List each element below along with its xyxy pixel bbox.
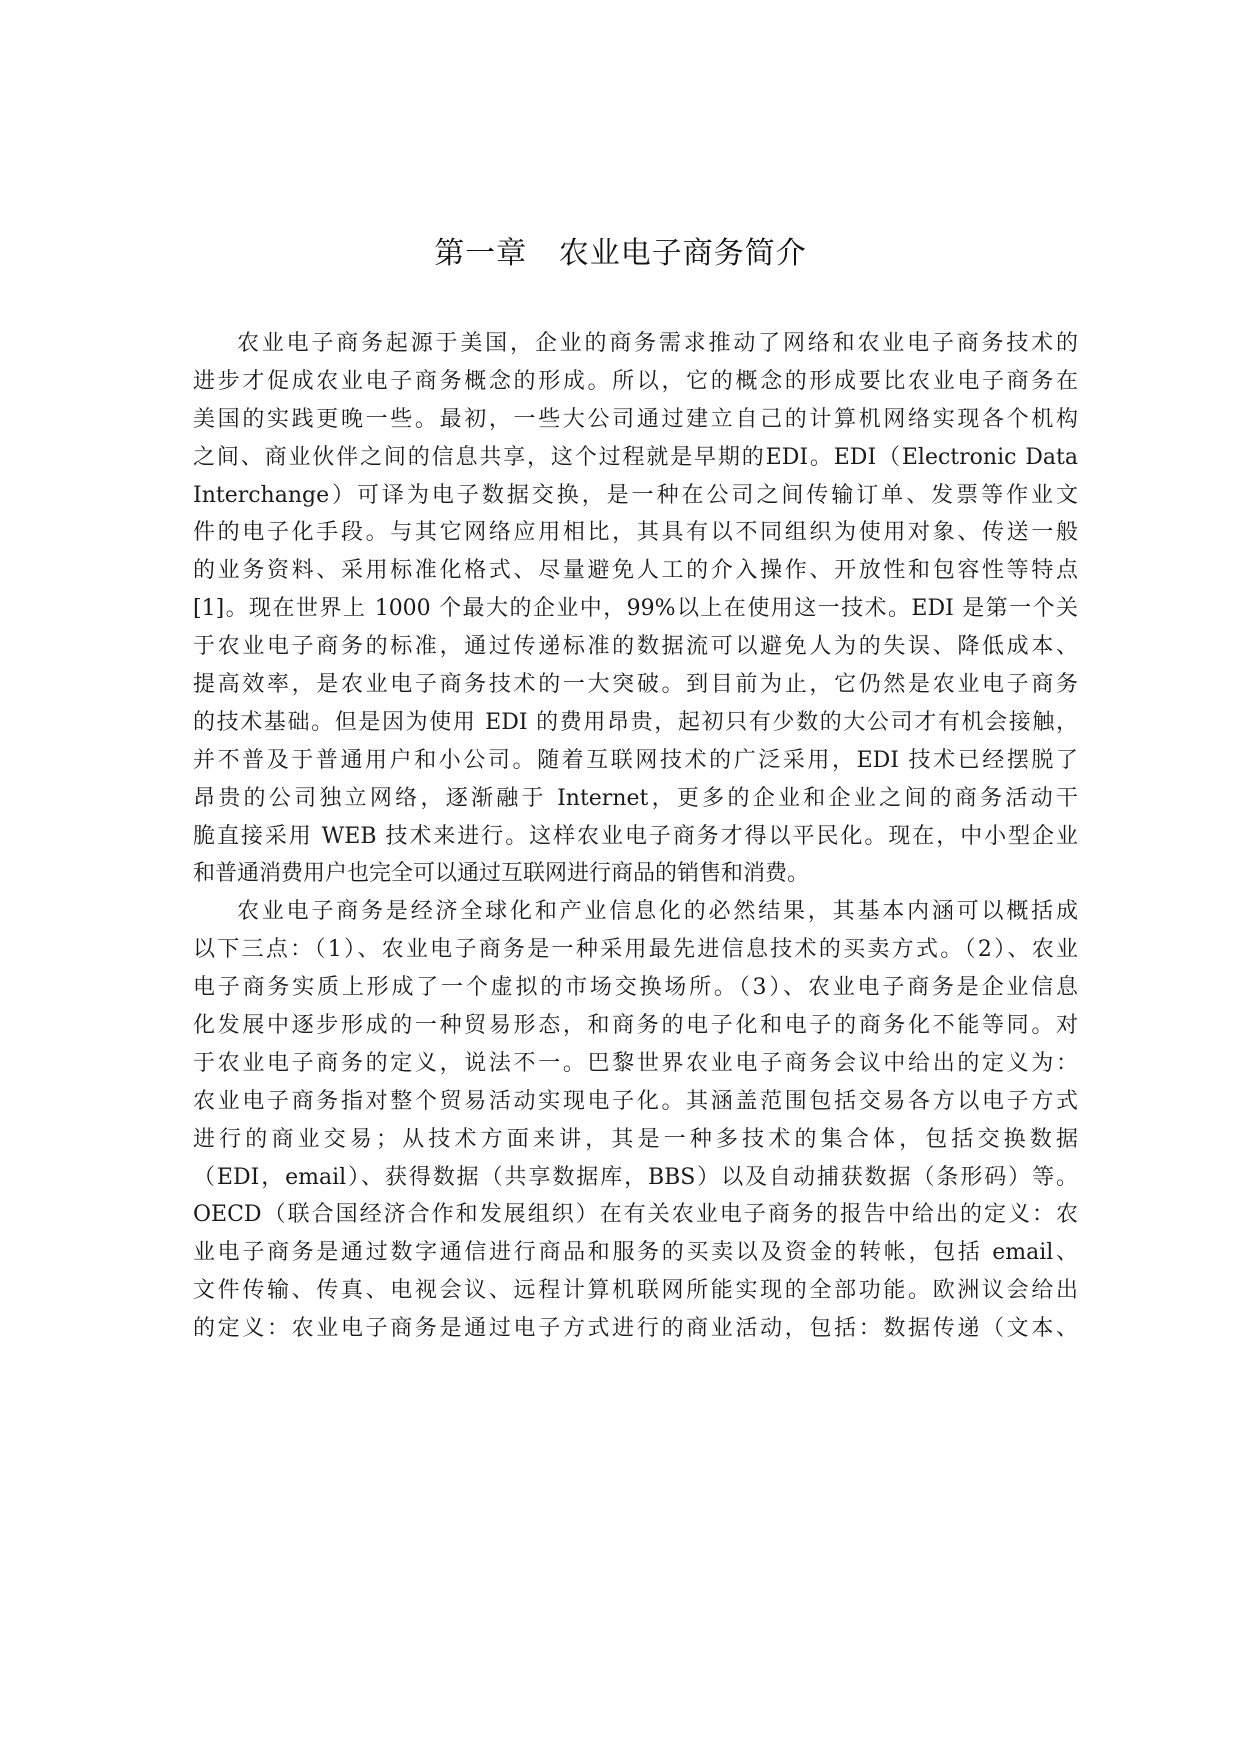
text-line: 电子商务实质上形成了一个虚拟的市场交换场所。（3）、农业电子商务是企业信息 [193, 975, 1078, 1001]
text-line: 文件传输、传真、电视会议、远程计算机联网所能实现的全部功能。欧洲议会给出 [193, 1278, 1078, 1304]
paragraph-2 [193, 893, 1078, 1348]
chapter-title: 第一章 农业电子商务简介 [434, 236, 807, 271]
text-line: 于农业电子商务的标准，通过传递标准的数据流可以避免人为的失误、降低成本、 [193, 634, 1078, 660]
text-line: 美国的实践更晚一些。最初，一些大公司通过建立自己的计算机网络实现各个机构 [193, 406, 1078, 432]
text-line: 农业电子商务是经济全球化和产业信息化的必然结果，其基本内涵可以概括成 [237, 899, 1078, 925]
text-line: 业电子商务是通过数字通信进行商品和服务的买卖以及资金的转帐，包括 email、 [193, 1240, 1078, 1266]
text-line: OECD（联合国经济合作和发展组织）在有关农业电子商务的报告中给出的定义：农 [193, 1202, 1078, 1228]
text-line: 的业务资料、采用标准化格式、尽量避免人工的介入操作、开放性和包容性等特点 [193, 558, 1078, 584]
text-line: 昂贵的公司独立网络，逐渐融于 Internet，更多的企业和企业之间的商务活动干 [193, 785, 1078, 811]
text-line: 化发展中逐步形成的一种贸易形态，和商务的电子化和电子的商务化不能等同。对 [193, 1013, 1078, 1039]
text-line: 的定义：农业电子商务是通过电子方式进行的商业活动，包括：数据传递（文本、 [193, 1316, 1078, 1342]
text-line: 之间、商业伙伴之间的信息共享，这个过程就是早期的EDI。EDI（Electronic Data [193, 444, 1078, 470]
text-line: 的技术基础。但是因为使用 EDI 的费用昂贵，起初只有少数的大公司才有机会接触， [193, 709, 1078, 735]
text-line: Interchange）可译为电子数据交换，是一种在公司之间传输订单、发票等作业文 [193, 482, 1078, 508]
text-line: [1]。现在世界上 1000 个最大的企业中，99%以上在使用这一技术。EDI 是第一个关 [193, 596, 1078, 622]
text-line: 以下三点：（1）、农业电子商务是一种采用最先进信息技术的买卖方式。（2）、农业 [193, 937, 1078, 963]
text-line: 进步才促成农业电子商务概念的形成。所以，它的概念的形成要比农业电子商务在 [193, 368, 1078, 394]
body-text [193, 325, 1078, 1348]
text-line: 件的电子化手段。与其它网络应用相比，其具有以不同组织为使用对象、传送一般 [193, 520, 1078, 546]
text-line: 进行的商业交易；从技术方面来讲，其是一种多技术的集合体，包括交换数据 [193, 1126, 1078, 1152]
paragraph-1 [193, 325, 1078, 893]
text-line: 并不普及于普通用户和小公司。随着互联网技术的广泛采用，EDI 技术已经摆脱了 [193, 747, 1078, 773]
text-line: （EDI，email）、获得数据（共享数据库，BBS）以及自动捕获数据（条形码）等。 [193, 1164, 1078, 1190]
text-line: 农业电子商务指对整个贸易活动实现电子化。其涵盖范围包括交易各方以电子方式 [193, 1088, 1078, 1114]
text-line: 农业电子商务起源于美国，企业的商务需求推动了网络和农业电子商务技术的 [237, 331, 1078, 356]
text-line: 和普通消费用户也完全可以通过互联网进行商品的销售和消费。 [193, 861, 810, 887]
text-line: 脆直接采用 WEB 技术来进行。这样农业电子商务才得以平民化。现在，中小型企业 [193, 823, 1078, 849]
text-line: 提高效率，是农业电子商务技术的一大突破。到目前为止，它仍然是农业电子商务 [193, 672, 1078, 698]
text-line: 于农业电子商务的定义，说法不一。巴黎世界农业电子商务会议中给出的定义为： [193, 1050, 1078, 1076]
